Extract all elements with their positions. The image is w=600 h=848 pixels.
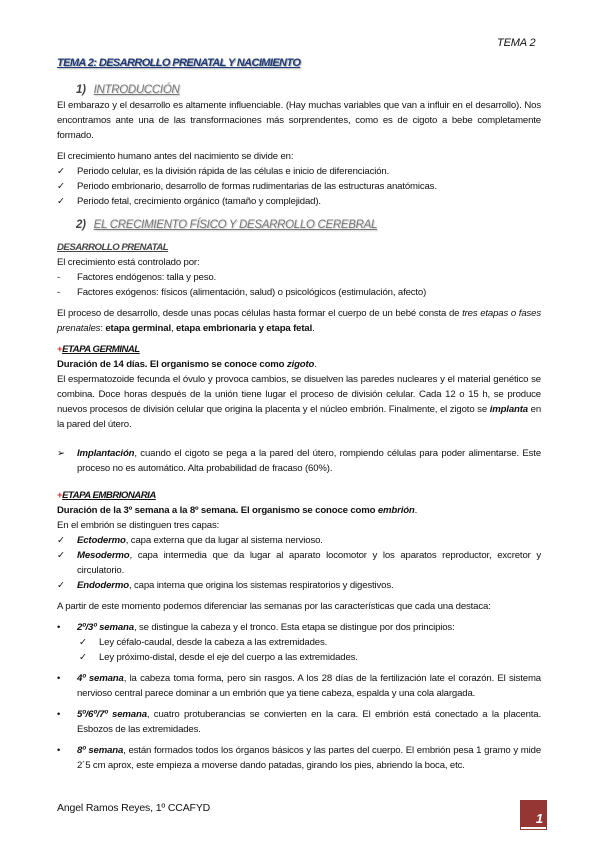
bullet-icon: • [57,622,61,633]
stage-heading-germinal [57,342,541,357]
list-item [57,179,541,194]
list-item-text [77,743,541,773]
text-segment: etapa embrionaria y etapa fetal [176,323,313,334]
text-segment: El crecimiento humano antes del nacimiento se divide en: [57,151,294,162]
text-segment: Ectodermo [77,535,126,546]
text-segment: , capa interna que origina los sistemas respiratorios y digestivos. [128,580,394,591]
text-segment: A partir de este momento podemos diferenciar las semanas por las características que cada una destaca: [57,601,491,612]
text-segment: , se distingue la cabeza y el tronco. Esta etapa se distingue por dos principios: [133,622,455,633]
list-item [57,194,541,209]
text-segment: Duración de la 3º semana a la 8º semana. El organismo se conoce como [57,505,378,516]
text-segment: Factores exógenos: físicos (alimentación, salud) o psicológicos (estimulación, afecto) [77,287,427,298]
bullet-icon: • [57,709,61,720]
check-icon: ✓ [79,652,87,663]
periods-intro [57,149,541,164]
text-segment: El crecimiento está controlado por: [57,257,200,268]
list-item-text [77,164,541,179]
weeks-intro [57,599,541,614]
text-segment: Periodo celular, es la división rápida de las células e inicio de diferenciación. [77,166,390,177]
stage-heading-label: ETAPA EMBRIONARIA [62,490,156,501]
text-segment: : [100,323,106,334]
list-item-text [77,620,541,635]
list-item-text [77,707,541,737]
layers-intro [57,518,541,533]
arrow-bullet-icon: ➢ [57,448,65,459]
text-segment: 2º/3º semana [77,622,134,633]
section-label: INTRODUCCIÓN [93,84,180,96]
list-item-text [77,548,541,578]
text-segment: Implantación [77,448,135,459]
check-icon: ✓ [57,181,65,192]
section-heading-crecimiento [76,218,541,233]
list-item [57,164,541,179]
text-segment: implanta [489,404,528,415]
check-icon: ✓ [57,535,65,546]
germinal-duration [57,357,541,372]
stage-heading-label: ETAPA GERMINAL [62,344,140,355]
bullet-icon: • [57,745,61,756]
list-item [57,578,541,593]
dash-marker: - [57,272,61,283]
text-segment: Endodermo [77,580,129,591]
process-paragraph [57,306,541,336]
list-item-text [99,650,541,665]
section-number: 1) [76,84,86,96]
text-segment: , capa intermedia que da lugar al aparato locomotor y los aparatos reproductor, excretor y circulatorio. [77,550,541,576]
text-segment: zigoto [286,359,315,370]
text-segment: Duración de 14 días. El organismo se conoce como [57,359,287,370]
text-segment: El proceso de desarrollo, desde unas pocas células hasta formar el cuerpo de un bebé consta de [57,308,463,319]
check-icon: ✓ [57,196,65,207]
text-segment: Ley céfalo-caudal, desde la cabeza a las extremidades. [99,637,328,648]
text-segment: tres etapas o fases prenatales [57,308,541,334]
text-segment: El espermatozoide fecunda el óvulo y provoca cambios, se disuelven las paredes nucleares y el material genético se combina. Doce horas después de la unión tiene lugar el proceso de división celular. Cada 12 o 15 h, se produce nuevos procesos de división celular que origina la placenta y el núcleo embrión. Finalmente, el zigoto se [57,374,541,415]
germinal-paragraph [57,372,541,432]
check-icon: ✓ [57,550,65,561]
section-number: 2) [76,219,86,231]
page-number: 1 [521,801,546,829]
text-segment: El embarazo y el desarrollo es altamente influenciable. (Hay muchas variables que van a influir en el desarrollo). Nos encontramos ante una de las transformaciones más sorprendentes, como es de cigoto a bebe completamente formado. [57,100,541,141]
check-icon: ✓ [57,166,65,177]
running-header: TEMA 2 [497,37,536,49]
text-segment: etapa germinal [105,323,171,334]
text-segment: Ley próximo-distal, desde el eje del cuerpo a las extremidades. [99,652,358,663]
stage-heading-embrionaria [57,488,541,503]
check-icon: ✓ [79,637,87,648]
list-item-text [77,533,541,548]
text-segment: Factores endógenos: talla y peso. [77,272,217,283]
section-heading-introduccion [76,83,541,98]
week-item [57,707,541,737]
text-segment: En el embrión se distinguen tres capas: [57,520,220,531]
document-body [57,83,541,773]
list-item [57,533,541,548]
text-segment: en la pared del útero. [57,404,542,430]
footer-author: Angel Ramos Reyes, 1º CCAFYD [57,802,211,814]
check-icon: ✓ [57,580,65,591]
list-item-text [77,270,541,285]
list-item-text [77,285,541,300]
text-segment: . [312,323,315,334]
list-item [57,270,541,285]
section-label: EL CRECIMIENTO FÍSICO Y DESARROLLO CEREBRAL [93,219,378,231]
text-segment: , cuatro protuberancias se convierten en la cara. El embrión está conectado a la placenta. Esbozos de las extremidades. [77,709,542,735]
list-item [57,548,541,578]
text-segment: . [414,505,418,516]
text-segment: , cuando el cigoto se pega a la pared del útero, rompiendo células para poder alimentarse. Este proceso no es automático. Alta probabilidad de fracaso (60%). [77,448,541,474]
text-segment: embrión [377,505,415,516]
document-title: TEMA 2: DESARROLLO PRENATAL Y NACIMIENTO [57,57,301,69]
plus-icon: + [57,344,63,355]
text-segment: , [170,323,176,334]
subheading-desarrollo-prenatal: DESARROLLO PRENATAL [57,242,169,253]
week-item [57,671,541,701]
text-segment: 4º semana [77,673,124,684]
text-segment: Periodo fetal, crecimiento orgánico (tamaño y complejidad). [77,196,321,207]
text-segment: 8º semana [77,745,124,756]
text-segment: , capa externa que da lugar al sistema nervioso. [125,535,323,546]
week-item [57,743,541,773]
text-segment: Mesodermo [77,550,130,561]
list-item-text [77,179,541,194]
embrionaria-duration [57,503,541,518]
text-segment: 5º/6º/7º semana [77,709,147,720]
controlled-text [57,255,541,270]
list-item-text [77,578,541,593]
text-segment: , la cabeza toma forma, pero sin rasgos. A los 28 días de la fertilización late el corazón. El sistema nervioso central parece dominar a un embrión que ya tiene cabeza, espalda y una cola alargada. [77,673,541,699]
list-item-text [77,671,541,701]
plus-icon: + [57,490,63,501]
list-item-text [99,635,541,650]
list-item [57,446,541,476]
bullet-icon: • [57,673,61,684]
text-segment: . [314,359,317,370]
week-item [57,620,541,635]
list-item-text [77,194,541,209]
text-segment: Periodo embrionario, desarrollo de formas rudimentarias de las estructuras anatómicas. [77,181,437,192]
intro-paragraph [57,98,541,143]
list-item-text [77,446,541,476]
text-segment: , están formados todos los órganos básicos y las partes del cuerpo. El embrión pesa 1 gramo y mide 2´5 cm aprox, este empieza a moverse dando patadas, girando los pies, abriendo la boca, etc. [77,745,542,771]
dash-marker: - [57,287,61,298]
list-item [57,285,541,300]
list-item [57,635,541,650]
list-item [57,650,541,665]
